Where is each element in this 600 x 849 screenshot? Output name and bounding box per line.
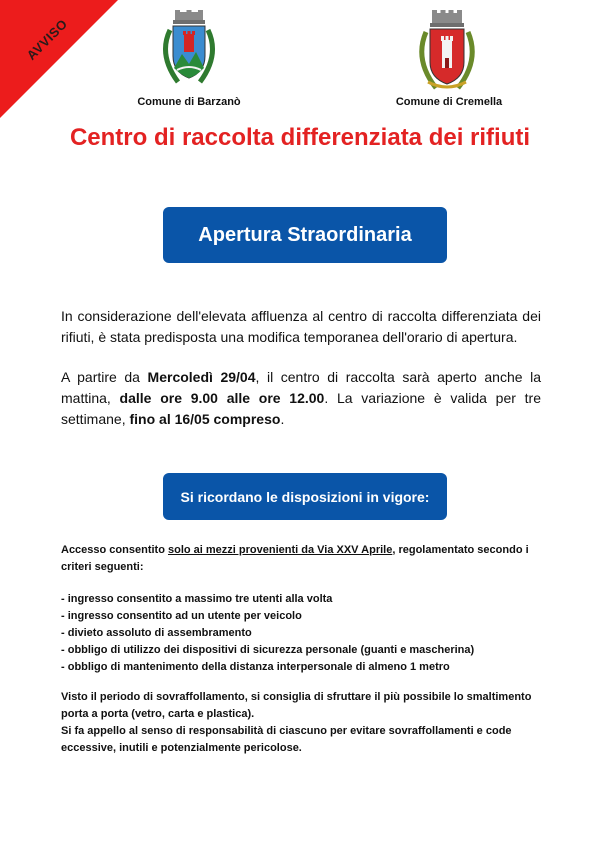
rule-item: - obbligo di utilizzo dei dispositivi di sicurezza personale (guanti e mascherina): [61, 644, 475, 656]
rule-item: - obbligo di mantenimento della distanza interpersonale di almeno 1 metro: [61, 661, 450, 673]
schedule-text-3: . La variazione è valida per tre settimane,: [61, 390, 541, 427]
access-paragraph: [61, 542, 541, 576]
rule-item: - divieto assoluto di assembramento: [61, 627, 252, 639]
schedule-text-4: .: [280, 411, 285, 427]
schedule-day: Mercoledì 29/04: [147, 369, 256, 385]
right-comune-name: Comune di Cremella: [395, 96, 503, 108]
rule-item: - ingresso consentito a massimo tre utenti alla volta: [61, 593, 333, 605]
left-comune-name: Comune di Barzanò: [137, 96, 241, 108]
access-text-2: , regolamentato secondo i criteri seguenti:: [61, 544, 529, 573]
page-title: Centro di raccolta differenziata dei rifiuti: [69, 124, 531, 151]
closing-line-1: Visto il periodo di sovraffollamento, si consiglia di sfruttare il più possibile lo smaltimento porta a porta (vetro, carta e plastica).: [61, 691, 532, 720]
intro-paragraph: In considerazione dell'elevata affluenza al centro di raccolta differenziata dei rifiuti, è stata predisposta una modifica temporanea dell'orario di apertura.: [61, 308, 541, 345]
schedule-text-1: A partire da: [61, 369, 148, 385]
schedule-paragraph: [61, 367, 541, 430]
access-text-1: Accesso consentito: [61, 544, 168, 556]
avviso-ribbon: [0, 0, 118, 118]
barzano-crest-icon: [156, 10, 222, 90]
cremella-crest-icon: [414, 10, 480, 94]
rules-list: [61, 591, 541, 676]
apertura-banner: Apertura Straordinaria: [163, 207, 447, 263]
schedule-text-2: , il centro di raccolta sarà aperto anche la mattina,: [61, 369, 542, 406]
access-underlined: solo ai mezzi provenienti da Via XXV Aprile: [167, 544, 393, 556]
closing-line-2: Si fa appello al senso di responsabilità di ciascuno per evitare sovraffollamenti e code eccessive, inutili e potenzialmente pericolose.: [61, 725, 512, 754]
ribbon-label: AVVISO: [23, 16, 71, 63]
schedule-until: fino al 16/05 compreso: [129, 411, 281, 427]
closing-paragraph: [61, 689, 541, 757]
rule-item: - ingresso consentito ad un utente per veicolo: [61, 610, 302, 622]
reminder-box: Si ricordano le disposizioni in vigore:: [163, 473, 447, 520]
schedule-hours: dalle ore 9.00 alle ore 12.00: [119, 390, 325, 406]
